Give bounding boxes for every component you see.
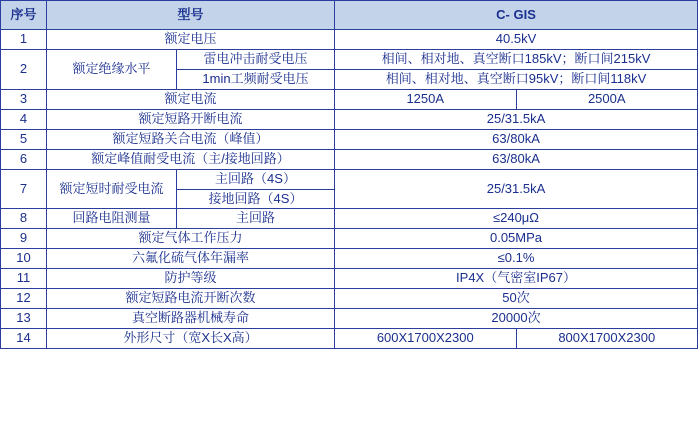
row-index: 9 bbox=[1, 229, 47, 249]
row-name: 额定气体工作压力 bbox=[47, 229, 335, 249]
row-name: 额定绝缘水平 bbox=[47, 49, 177, 89]
row-value: 20000次 bbox=[335, 309, 698, 329]
row-name: 防护等级 bbox=[47, 269, 335, 289]
row-value: 相间、相对地、真空断口185kV；断口间215kV bbox=[335, 49, 698, 69]
row-value: 0.05MPa bbox=[335, 229, 698, 249]
row-value: 40.5kV bbox=[335, 30, 698, 50]
row-value: 63/80kA bbox=[335, 149, 698, 169]
row-value: 相间、相对地、真空断口95kV；断口间118kV bbox=[335, 69, 698, 89]
row-index: 4 bbox=[1, 109, 47, 129]
row-index: 1 bbox=[1, 30, 47, 50]
header-index: 序号 bbox=[1, 1, 47, 30]
row-name: 额定电流 bbox=[47, 89, 335, 109]
row-value: ≤240μΩ bbox=[335, 209, 698, 229]
table-row bbox=[1, 209, 698, 229]
row-subname: 主回路 bbox=[177, 209, 335, 229]
table-row bbox=[1, 169, 698, 189]
row-name: 外形尺寸（宽X长X高） bbox=[47, 329, 335, 349]
row-subname: 1min工频耐受电压 bbox=[177, 69, 335, 89]
row-index: 10 bbox=[1, 249, 47, 269]
row-name: 额定短路电流开断次数 bbox=[47, 289, 335, 309]
row-subname: 接地回路（4S） bbox=[177, 189, 335, 209]
row-name: 回路电阻测量 bbox=[47, 209, 177, 229]
table-row bbox=[1, 109, 698, 129]
table-row bbox=[1, 229, 698, 249]
row-index: 13 bbox=[1, 309, 47, 329]
row-name: 额定短路关合电流（峰值） bbox=[47, 129, 335, 149]
table-row bbox=[1, 329, 698, 349]
row-value: 50次 bbox=[335, 289, 698, 309]
row-index: 6 bbox=[1, 149, 47, 169]
row-index: 14 bbox=[1, 329, 47, 349]
row-subname: 雷电冲击耐受电压 bbox=[177, 49, 335, 69]
row-name: 六氟化硫气体年漏率 bbox=[47, 249, 335, 269]
table-row bbox=[1, 89, 698, 109]
row-name: 额定电压 bbox=[47, 30, 335, 50]
table-row bbox=[1, 30, 698, 50]
header-cgis: C- GIS bbox=[335, 1, 698, 30]
row-value: ≤0.1% bbox=[335, 249, 698, 269]
table-row bbox=[1, 269, 698, 289]
row-subname: 主回路（4S） bbox=[177, 169, 335, 189]
table-row bbox=[1, 49, 698, 69]
table-row bbox=[1, 289, 698, 309]
row-value: 25/31.5kA bbox=[335, 169, 698, 209]
header-row bbox=[1, 1, 698, 30]
table-row bbox=[1, 149, 698, 169]
row-index: 3 bbox=[1, 89, 47, 109]
row-index: 2 bbox=[1, 49, 47, 89]
row-index: 11 bbox=[1, 269, 47, 289]
header-model: 型号 bbox=[47, 1, 335, 30]
table-row bbox=[1, 129, 698, 149]
row-value-alt: 2500A bbox=[516, 89, 698, 109]
row-index: 5 bbox=[1, 129, 47, 149]
row-name: 真空断路器机械寿命 bbox=[47, 309, 335, 329]
row-name: 额定峰值耐受电流（主/接地回路） bbox=[47, 149, 335, 169]
row-value: 600X1700X2300 bbox=[335, 329, 516, 349]
row-value: IP4X（气密室IP67） bbox=[335, 269, 698, 289]
table-body bbox=[1, 30, 698, 349]
row-value-alt: 800X1700X2300 bbox=[516, 329, 698, 349]
row-value: 63/80kA bbox=[335, 129, 698, 149]
row-index: 12 bbox=[1, 289, 47, 309]
row-index: 7 bbox=[1, 169, 47, 209]
row-value: 1250A bbox=[335, 89, 516, 109]
row-name: 额定短路开断电流 bbox=[47, 109, 335, 129]
row-index: 8 bbox=[1, 209, 47, 229]
table-header bbox=[1, 1, 698, 30]
table-row bbox=[1, 309, 698, 329]
table-row bbox=[1, 249, 698, 269]
row-value: 25/31.5kA bbox=[335, 109, 698, 129]
row-name: 额定短时耐受电流 bbox=[47, 169, 177, 209]
